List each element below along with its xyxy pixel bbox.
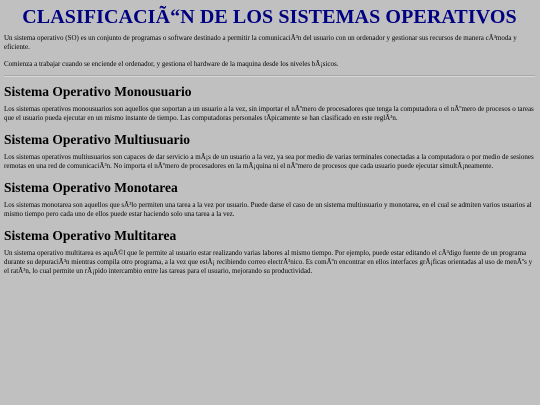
intro-paragraph-definition: Un sistema operativo (SO) es un conjunto de programas o software destinado a permitir la comunicaciÃ³n del usuario con un ordenador y gestionar sus recursos de manera cÃ³moda y eficiente. <box>4 34 517 51</box>
section-multitarea <box>4 227 535 276</box>
section-text-multiusuario: Los sistemas operativos multiusuarios son capaces de dar servicio a mÃ¡s de un usuario a la vez, ya sea por medio de varias terminales conectadas a la computadora o por medio de sesiones remotas en una red de comunicaciÃ³n. No importa el nÃºmero de procesadores en la mÃ¡quina ni el nÃºmero de procesos que cada usuario puede ejecutar simultÃ¡neamente. <box>4 153 534 170</box>
page-title: CLASIFICACIÃ“N DE LOS SISTEMAS OPERATIVOS <box>22 6 517 28</box>
section-text-monousuario: Los sistemas operativos monousuarios son aquellos que soportan a un usuario a la vez, sin importar el nÃºmero de procesadores que tenga la computadora o el nÃºmero de procesos o tareas que el usuario pueda ejecutar en un mismo instante de tiempo. Las computadoras personales tÃpicamente se han clasificado en este reglÃ³n. <box>4 105 534 122</box>
section-monotarea <box>4 179 535 219</box>
section-monousuario <box>4 83 535 123</box>
section-heading-multiusuario: Sistema Operativo Multiusuario <box>4 132 190 147</box>
section-multiusuario <box>4 131 535 171</box>
section-text-monotarea: Los sistemas monotarea son aquellos que sÃ³lo permiten una tarea a la vez por usuario. Puede darse el caso de un sistema multiusuario y monotarea, en el cual se admiten varios usuarios al mismo tiempo pero cada uno de ellos puede estar haciendo solo una tarea a la vez. <box>4 201 532 218</box>
horizontal-divider <box>4 75 535 77</box>
section-text-multitarea: Un sistema operativo multitarea es aquÃ©l que le permite al usuario estar realizando varias labores al mismo tiempo. Por ejemplo, puede estar editando el cÃ³digo fuente de un programa durante su depuraciÃ³n mientras compila otro programa, a la vez que estÃ¡ recibiendo correo electrÃ³nico. Es comÃºn encontrar en ellos interfaces grÃ¡ficas orientadas al uso de menÃºs y el ratÃ³n, lo cual permite un rÃ¡pido intercambio entre las tareas para el usuario, mejorando su productividad. <box>4 249 533 275</box>
section-heading-monotarea: Sistema Operativo Monotarea <box>4 180 178 195</box>
section-heading-monousuario: Sistema Operativo Monousuario <box>4 84 192 99</box>
intro-paragraph-startup: Comienza a trabajar cuando se enciende el ordenador, y gestiona el hardware de la maquina desde los niveles bÃ¡sicos. <box>4 60 339 68</box>
section-heading-multitarea: Sistema Operativo Multitarea <box>4 228 177 243</box>
intro <box>4 34 535 69</box>
